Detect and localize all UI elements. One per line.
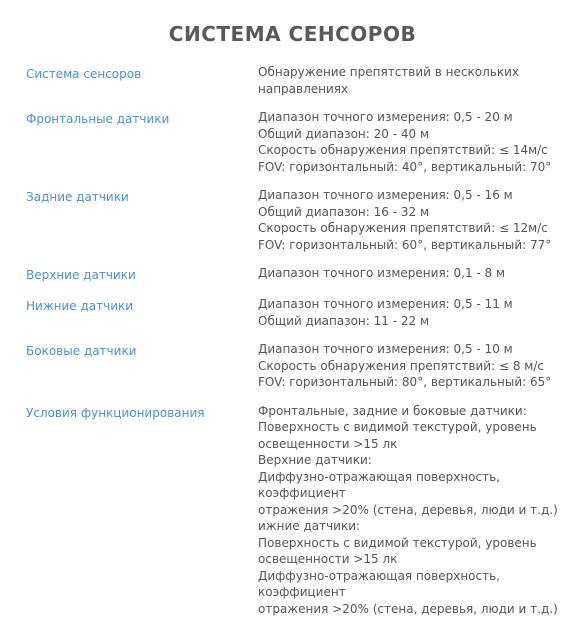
spec-value-line: ижние датчики: bbox=[258, 519, 361, 533]
spec-row-bottom-sensors bbox=[26, 296, 571, 329]
page-title: СИСТЕМА СЕНСОРОВ bbox=[168, 22, 417, 46]
spec-value-line: Общий диапазон: 16 - 32 м bbox=[258, 204, 429, 219]
spec-value bbox=[258, 187, 571, 253]
spec-value bbox=[258, 265, 571, 282]
spec-value-line: Диффузно-отражающая поверхность, коэффициент bbox=[258, 469, 500, 500]
spec-row-operating-conditions bbox=[26, 403, 571, 618]
spec-label: Условия функционирования bbox=[26, 405, 205, 420]
spec-value-line: отражения >20% (стена, деревья, люди и т.д.) bbox=[258, 601, 558, 616]
spec-row-sensor-system bbox=[26, 64, 571, 97]
spec-label: Система сенсоров bbox=[26, 67, 142, 81]
spec-label: Задние датчики bbox=[26, 190, 129, 204]
spec-table bbox=[26, 64, 571, 629]
spec-value-line: Общий диапазон: 11 - 22 м bbox=[258, 313, 429, 328]
spec-value-line: FOV: горизонтальный: 80°, вертикальный: 65° bbox=[258, 375, 552, 389]
spec-value-line: Диффузно-отражающая поверхность, коэффициент bbox=[258, 568, 500, 599]
spec-value-line: освещенности >15 лк bbox=[258, 552, 398, 566]
spec-label: Верхние датчики bbox=[26, 268, 136, 282]
spec-value-line: Диапазон точного измерения: 0,5 - 20 м bbox=[258, 110, 513, 124]
spec-value-line: Поверхность с видимой текстурой, уровень bbox=[258, 420, 537, 434]
spec-value-line: Верхние датчики: bbox=[258, 453, 372, 467]
spec-value-line: отражения >20% (стена, деревья, люди и т.д.) bbox=[258, 502, 558, 517]
spec-value-line: Диапазон точного измерения: 0,5 - 16 м bbox=[258, 188, 513, 202]
spec-value-line: Диапазон точного измерения: 0,1 - 8 м bbox=[258, 266, 506, 280]
spec-value-line: FOV: горизонтальный: 60°, вертикальный: 77° bbox=[258, 237, 552, 252]
spec-value bbox=[258, 403, 571, 618]
spec-label: Фронтальные датчики bbox=[26, 112, 170, 126]
spec-label: Нижние датчики bbox=[26, 299, 134, 313]
spec-value-line: Диапазон точного измерения: 0,5 - 10 м bbox=[258, 342, 513, 356]
spec-value-line: освещенности >15 лк bbox=[258, 436, 398, 451]
spec-value bbox=[258, 341, 571, 391]
spec-value-line: направлениях bbox=[258, 81, 349, 96]
spec-value-line: Обнаружение препятствий в нескольких bbox=[258, 65, 519, 79]
spec-value-line: Общий диапазон: 20 - 40 м bbox=[258, 126, 429, 141]
spec-label: Боковые датчики bbox=[26, 344, 137, 358]
spec-value bbox=[258, 64, 571, 97]
spec-row-front-sensors bbox=[26, 109, 571, 175]
spec-value-line: Скорость обнаружения препятствий: ≤ 12м/с bbox=[258, 221, 548, 235]
spec-value bbox=[258, 296, 571, 329]
spec-value bbox=[258, 109, 571, 175]
spec-value-line: FOV: горизонтальный: 40°, вертикальный: 70° bbox=[258, 159, 552, 174]
spec-row-rear-sensors bbox=[26, 187, 571, 253]
spec-value-line: Скорость обнаружения препятствий: ≤ 14м/с bbox=[258, 143, 548, 157]
spec-value-line: Скорость обнаружения препятствий: ≤ 8 м/с bbox=[258, 358, 544, 373]
spec-value-line: Фронтальные, задние и боковые датчики: bbox=[258, 403, 527, 418]
spec-row-side-sensors bbox=[26, 341, 571, 391]
spec-row-top-sensors bbox=[26, 265, 571, 284]
spec-value-line: Поверхность с видимой текстурой, уровень bbox=[258, 535, 537, 550]
spec-value-line: Диапазон точного измерения: 0,5 - 11 м bbox=[258, 297, 513, 311]
